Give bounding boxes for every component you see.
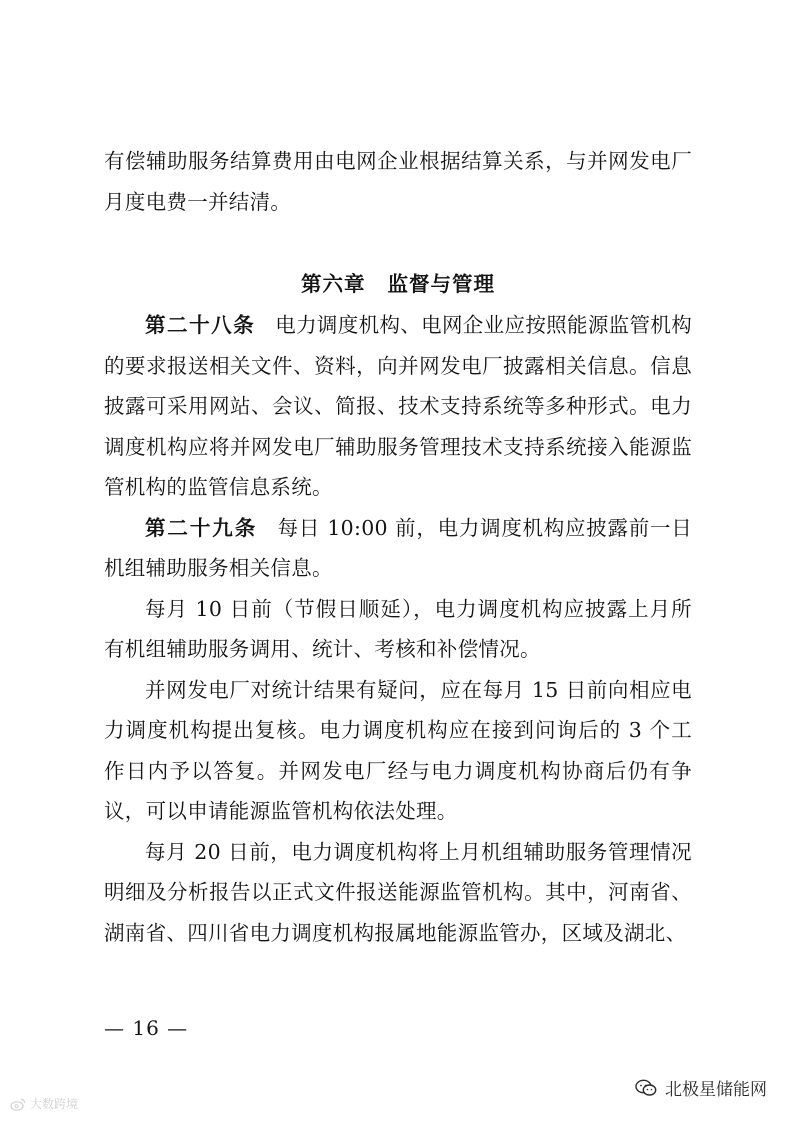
intro-paragraph: [104, 141, 692, 222]
wechat-icon: [635, 1079, 657, 1097]
paragraph-text: 每月 10 日前（节假日顺延），电力调度机构应披露上月所有机组辅助服务调用、统计、考核和补偿情况。: [104, 596, 692, 661]
page-number: — 16 —: [104, 1016, 189, 1040]
weibo-icon: [10, 1097, 26, 1111]
article-28: [104, 305, 692, 508]
intro-text: 有偿辅助服务结算费用由电网企业根据结算关系，与并网发电厂月度电费一并结清。: [104, 149, 692, 214]
article-text: 电力调度机构、电网企业应按照能源监管机构的要求报送相关文件、资料，向并网发电厂披露相关信息。信息披露可采用网站、会议、简报、技术支持系统等多种形式。电力调度机构应将并网发电厂辅助服务管理技术支持系统接入能源监管机构的监管信息系统。: [104, 313, 693, 499]
paragraph: [104, 832, 692, 954]
chapter-body: [104, 305, 692, 953]
article-label: 第二十九条: [145, 515, 258, 540]
watermark-right-text: 北极星储能网: [665, 1080, 767, 1100]
article-29: [104, 508, 692, 589]
article-text: 每日 10:00 前，电力调度机构应披露前一日机组辅助服务相关信息。: [104, 515, 692, 580]
watermark-wechat: [635, 1075, 767, 1100]
article-label: 第二十八条: [145, 313, 256, 337]
paragraph: [104, 589, 692, 670]
paragraph: [104, 670, 692, 832]
watermark-weibo: [10, 1095, 78, 1112]
paragraph-text: 每月 20 日前，电力调度机构将上月机组辅助服务管理情况明细及分析报告以正式文件报送能源监管机构。其中，河南省、湖南省、四川省电力调度机构报属地能源监管办，区域及湖北、: [104, 839, 692, 945]
chapter-number: 第六章: [301, 272, 366, 296]
chapter-title: 监督与管理: [387, 272, 495, 296]
paragraph-text: 并网发电厂对统计结果有疑问，应在每月 15 日前向相应电力调度机构提出复核。电力调度机构应在接到问询后的 3 个工作日内予以答复。并网发电厂经与电力调度机构协商后仍有争议，可以申请能源监管机构依法处理。: [104, 677, 692, 823]
chapter-heading: [104, 264, 692, 305]
watermark-left-text: 大数跨境: [30, 1097, 79, 1111]
